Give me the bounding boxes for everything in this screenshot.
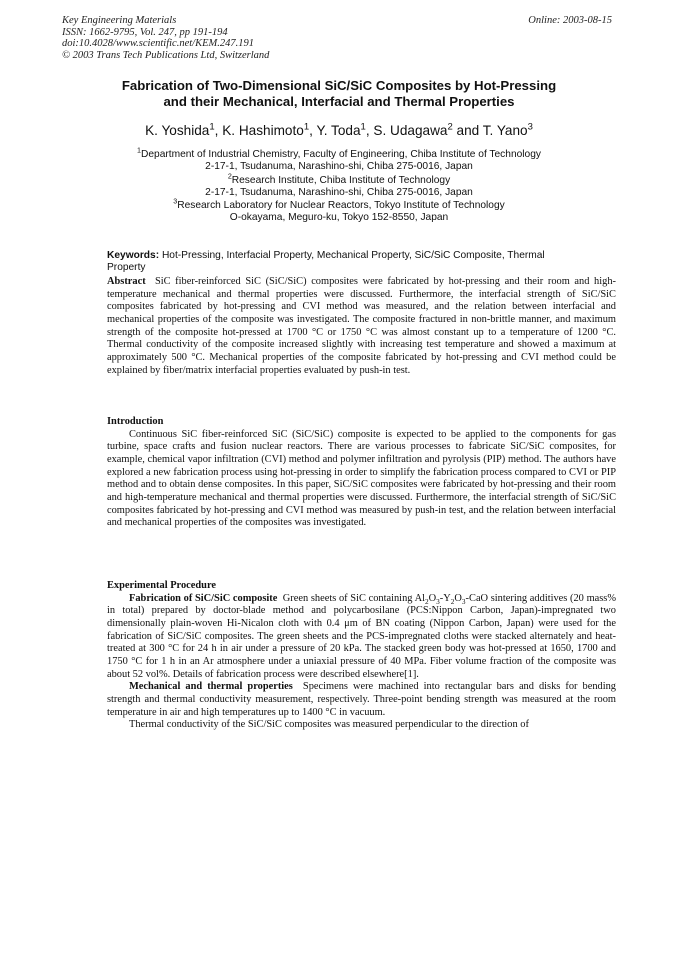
keywords-label: Keywords:	[107, 250, 160, 261]
subscript: 3	[436, 597, 440, 606]
experimental-section	[107, 580, 616, 732]
affiliation-2	[90, 172, 588, 200]
paragraph: Continuous SiC fiber-reinforced SiC (SiC/SiC) composite is expected to be applied to the components for gas turbine, space crafts and fusion nuclear reactors. There are various processes to fabricate SiC/SiC composites, for example, chemical vapor infiltration (CVI) method and polymer infiltration and pyrolysis (PIP) method. The authors have explored a new fabrication process using hot-pressing in order to simplify the fabrication process compared to CVI or PIP method and to obtain dense composites. In this paper, SiC/SiC composites were fabricated by hot-pressing and their room and high-temperature mechanical and thermal properties were discussed. Furthermore, the interfacial strength of SiC/SiC composites fabricated by hot-pressing and CVI method was measured by push-in test, and the relation between interfacial and mechanical properties of the composites was investigated.	[107, 428, 616, 529]
subscript: 2	[424, 597, 429, 606]
subsection-heading: Fabrication of SiC/SiC composite	[129, 592, 278, 604]
author-affil-mark: 1	[303, 121, 310, 133]
affil-line: Research Institute, Chiba Institute of Technology	[231, 174, 451, 186]
affiliation-3	[90, 197, 588, 225]
affil-address: 2-17-1, Tsudanuma, Narashino-shi, Chiba 275-0016, Japan	[205, 161, 473, 173]
paragraph: Thermal conductivity of the SiC/SiC composites was measured perpendicular to the direction of	[129, 719, 529, 731]
subscript: 2	[450, 597, 455, 606]
paragraph	[107, 681, 616, 719]
affil-line: Research Laboratory for Nuclear Reactors, Tokyo Institute of Technology	[177, 200, 505, 212]
section-heading: Introduction	[107, 416, 164, 427]
title-line-2: and their Mechanical, Interfacial and Thermal Properties	[163, 94, 515, 109]
abstract-label: Abstract	[107, 276, 146, 287]
author-name: T. Yano	[482, 123, 528, 138]
text-run: -Y	[439, 592, 451, 604]
affil-address: 2-17-1, Tsudanuma, Narashino-shi, Chiba 275-0016, Japan	[205, 186, 473, 198]
affiliation-1	[90, 146, 588, 174]
author-conjunction: and	[456, 123, 480, 138]
introduction-section	[107, 416, 616, 530]
text-run: Green sheets of SiC containing Al	[282, 592, 425, 604]
text-run: Specimens were machined into rectangular bars and disks for bending strength and thermal conductivity measurement, respectively. Three-point bending strength was measured at the room temperature in air and high temperatures up to 1400 °C in vacuum.	[107, 681, 617, 718]
author-affil-mark: 3	[527, 121, 533, 133]
author-name: K. Hashimoto	[222, 123, 304, 138]
keywords	[107, 250, 577, 275]
author-affil-mark: 1	[360, 121, 366, 133]
author-name: Y. Toda	[316, 123, 361, 138]
affil-line: Department of Industrial Chemistry, Faculty of Engineering, Chiba Institute of Technology	[141, 149, 541, 160]
affil-mark: 2	[227, 172, 232, 181]
author-affil-mark: 2	[447, 121, 453, 133]
abstract-text: SiC fiber-reinforced SiC (SiC/SiC) composites were fabricated by hot-pressing and their room and high-temperature mechanical and thermal properties were discussed. Furthermore, the interfacial strength of SiC/SiC composites fabricated by hot-pressing and CVI method was measured, and the relation between interfacial and mechanical properties of the composite was investigated. The composite fractured in non-brittle manner, and maximum strength of the composite hot-pressed at 1700 °C or 1750 °C was almost constant up to a temperature of 1200 °C. Thermal conductivity of the composite increased slightly with increasing test temperature and showed a maximum at approximately 500 °C. Mechanical properties of the composite fabricated by hot-pressing and CVI method could be explained by fiber/matrix interfacial properties evaluated by push-in test.	[107, 276, 616, 376]
affiliations	[90, 146, 588, 226]
copyright-line: © 2003 Trans Tech Publications Ltd, Switzerland	[62, 49, 270, 61]
doi-line: doi:10.4028/www.scientific.net/KEM.247.191	[62, 38, 254, 50]
affil-address: O-okayama, Meguro-ku, Tokyo 152-8550, Japan	[229, 212, 449, 224]
paper-title	[90, 78, 588, 110]
journal-header	[62, 15, 269, 61]
journal-name: Key Engineering Materials	[62, 15, 177, 26]
abstract	[107, 276, 616, 377]
author-list: K. Yoshida$^1$, K. Hashimoto$^1$, Y. Toda$^1$, S. Udagawa$^2$ and T. Yano$^3$	[145, 121, 533, 138]
online-date: Online: 2003-08-15	[528, 15, 612, 26]
author-name: K. Yoshida	[145, 123, 210, 138]
paragraph	[107, 593, 616, 682]
issn-line: ISSN: 1662-9795, Vol. 247, pp 191-194	[62, 26, 228, 38]
section-heading: Experimental Procedure	[107, 580, 216, 591]
author-name: S. Udagawa	[373, 123, 448, 138]
keywords-text: Hot-Pressing, Interfacial Property, Mechanical Property, SiC/SiC Composite, Thermal Property	[107, 250, 545, 274]
title-line-1: Fabrication of Two-Dimensional SiC/SiC Composites by Hot-Pressing	[121, 78, 557, 93]
affil-mark: 1	[137, 146, 141, 155]
affil-mark: 3	[173, 197, 178, 206]
subsection-heading: Mechanical and thermal properties	[129, 681, 293, 693]
text-run: O	[454, 592, 462, 604]
text-run: O	[428, 592, 437, 604]
subscript: 3	[461, 597, 466, 606]
text-run: -CaO sintering additives (20 mass% in total) prepared by doctor-blade method and polycarbosilane (PCS:Nippon Carbon, Japan)-impregnated two dimensionally plain-woven Hi-Nicalon cloth with 0.4 μm of BN coating (Nippon Carbon, Japan) were used for the fabrication of SiC/SiC composites. The green sheets and the PCS-impregnated cloths were stacked alternately and heat-treated at 300 °C for 24 h in air under a pressure of 20 kPa. The stacked green body was hot-pressed at 1650, 1700 and 1750 °C for 1 h in an Ar atmosphere under a uniaxial pressure of 40 MPa. Fiber volume fraction of the composite was about 52 vol%. Details of fabrication process were described elsewhere[1].	[107, 592, 617, 680]
author-affil-mark: 1	[209, 121, 215, 133]
